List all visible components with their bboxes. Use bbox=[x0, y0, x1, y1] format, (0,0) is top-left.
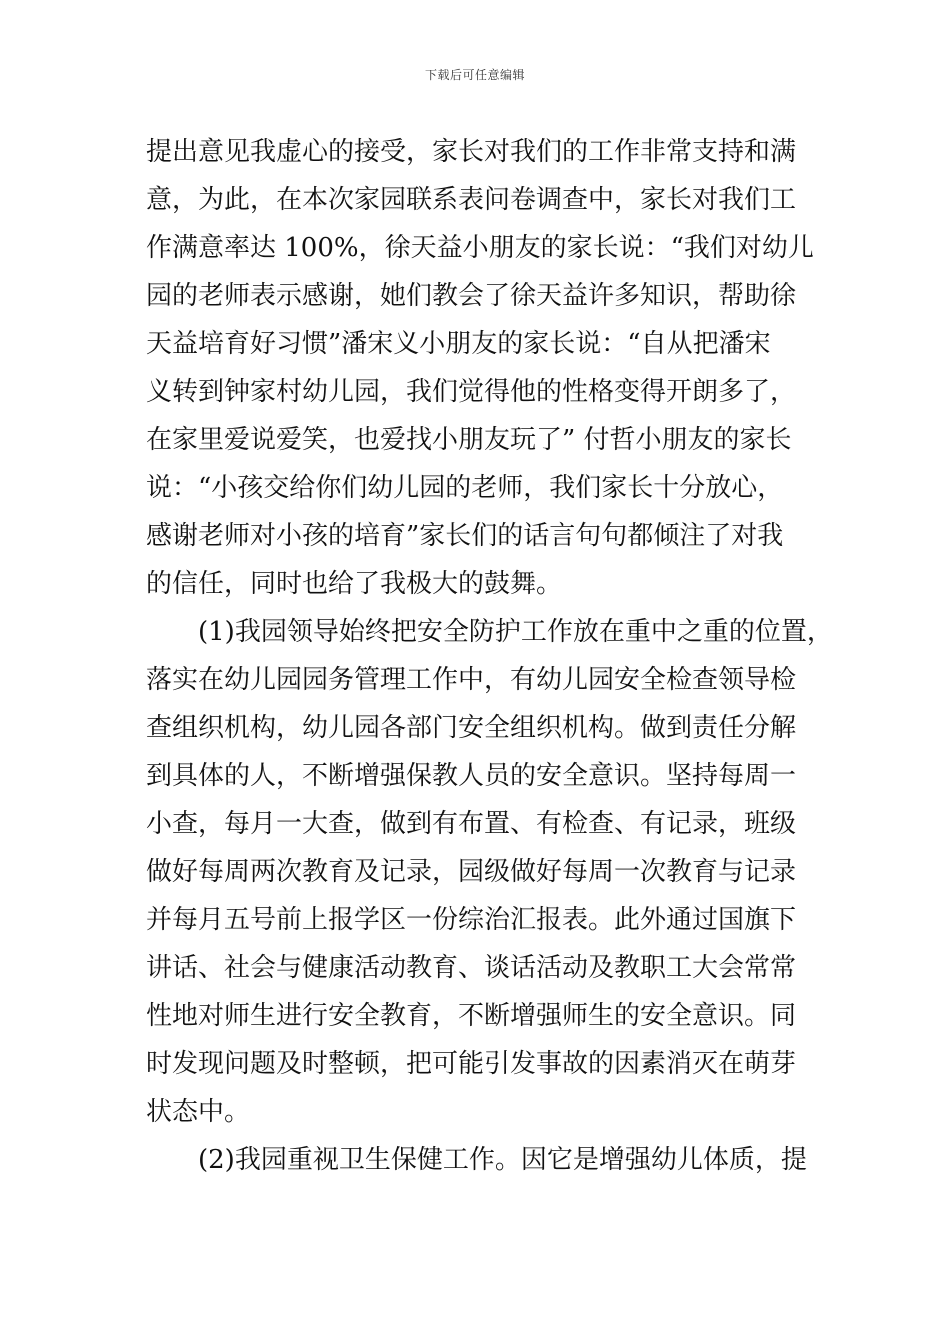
text-line: 感谢老师对小孩的培育”家长们的话言句句都倾注了对我 bbox=[146, 521, 784, 551]
text-line: 在家里爱说爱笑，也爱找小朋友玩了” 付哲小朋友的家长 bbox=[146, 425, 792, 455]
page-header: 下载后可任意编辑 bbox=[424, 68, 525, 82]
text-line: 天益培育好习惯”潘宋义小朋友的家长说：“自从把潘宋 bbox=[146, 329, 771, 359]
document-body bbox=[146, 128, 833, 1184]
text-line: 作满意率达 100%，徐天益小朋友的家长说：“我们对幼儿 bbox=[146, 233, 814, 263]
text-line: 落实在幼儿园园务管理工作中，有幼儿园安全检查领导检 bbox=[146, 665, 797, 695]
text-line: 做好每周两次教育及记录，园级做好每周一次教育与记录 bbox=[146, 857, 797, 887]
text-line: 并每月五号前上报学区一份综治汇报表。此外通过国旗下 bbox=[146, 905, 797, 935]
paragraph-start-line: (2)我园重视卫生保健工作。因它是增强幼儿体质，提 bbox=[198, 1145, 807, 1175]
text-line: 讲话、社会与健康活动教育、谈话活动及教职工大会常常 bbox=[146, 953, 797, 983]
text-line: 提出意见我虚心的接受，家长对我们的工作非常支持和满 bbox=[146, 137, 797, 167]
text-line: 时发现问题及时整顿，把可能引发事故的因素消灭在萌芽 bbox=[146, 1049, 797, 1079]
text-line: 园的老师表示感谢，她们教会了徐天益许多知识，帮助徐 bbox=[146, 281, 797, 311]
text-line: 状态中。 bbox=[146, 1097, 251, 1127]
text-line: 小查，每月一大查，做到有布置、有检查、有记录，班级 bbox=[146, 809, 797, 839]
text-line: 的信任，同时也给了我极大的鼓舞。 bbox=[146, 569, 563, 599]
text-line: 到具体的人，不断增强保教人员的安全意识。坚持每周一 bbox=[146, 761, 797, 791]
text-line: 义转到钟家村幼儿园，我们觉得他的性格变得开朗多了， bbox=[146, 377, 797, 407]
text-line: 查组织机构，幼儿园各部门安全组织机构。做到责任分解 bbox=[146, 713, 797, 743]
paragraph-start-line: (1)我园领导始终把安全防护工作放在重中之重的位置， bbox=[198, 617, 833, 647]
text-line: 说：“小孩交给你们幼儿园的老师，我们家长十分放心， bbox=[146, 473, 784, 503]
text-line: 意，为此，在本次家园联系表问卷调查中，家长对我们工 bbox=[146, 185, 797, 215]
text-line: 性地对师生进行安全教育，不断增强师生的安全意识。同 bbox=[146, 1001, 797, 1031]
